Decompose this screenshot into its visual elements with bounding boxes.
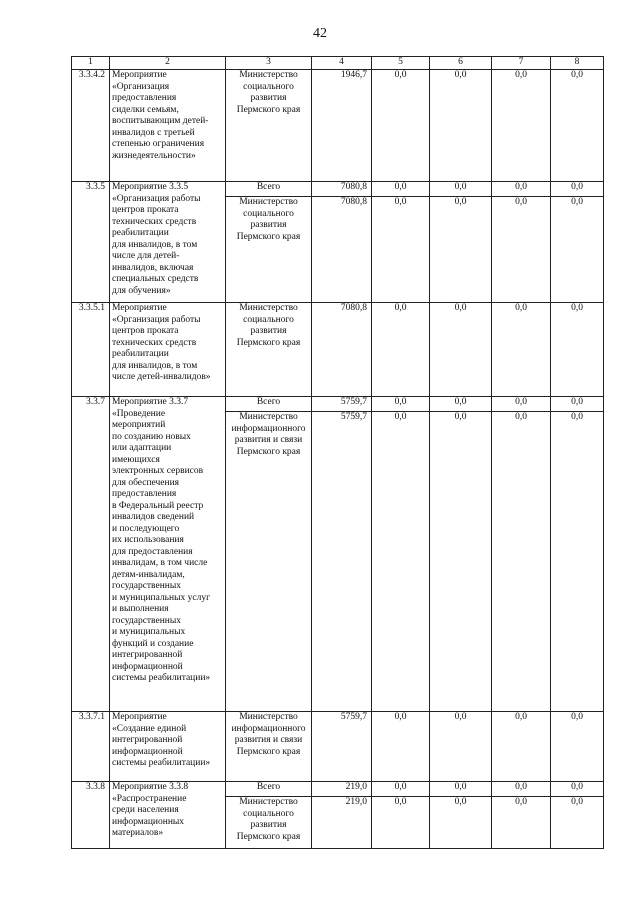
- item-description: Мероприятие «Создание единой интегрированной информационной системы реабилитации»: [110, 712, 226, 782]
- executor-cell: Министерство социального развития Пермского края: [226, 70, 312, 182]
- item-description: Мероприятие 3.3.5 «Организация работы центров проката технических средств реабилитации для инвалидов, в том числе для детей- инвалидов, включая специальных средств для обучения»: [110, 182, 226, 303]
- amount-cell: 0,0: [492, 797, 551, 849]
- item-code: 3.3.5.1: [72, 303, 110, 397]
- amount-cell: 0,0: [551, 397, 604, 412]
- amount-total-cell: 5759,7: [312, 412, 372, 712]
- amount-total-cell: 5759,7: [312, 712, 372, 782]
- header-row: [72, 57, 604, 70]
- column-header: 6: [430, 57, 492, 70]
- column-header: 5: [372, 57, 430, 70]
- amount-cell: 0,0: [430, 412, 492, 712]
- item-description: Мероприятие «Организация предоставления сиделки семьям, воспитывающим детей- инвалидов с третьей степенью ограничения жизнедеятельности»: [110, 70, 226, 182]
- table-row: [72, 782, 604, 797]
- item-code: 3.3.4.2: [72, 70, 110, 182]
- item-code: 3.3.7.1: [72, 712, 110, 782]
- amount-cell: 0,0: [430, 797, 492, 849]
- executor-cell: Всего: [226, 397, 312, 412]
- table-row: [72, 70, 604, 182]
- executor-cell: Всего: [226, 782, 312, 797]
- executor-cell: Министерство информационного развития и связи Пермского края: [226, 712, 312, 782]
- amount-cell: 0,0: [492, 712, 551, 782]
- amount-cell: 0,0: [430, 397, 492, 412]
- amount-cell: 0,0: [430, 782, 492, 797]
- column-header: 1: [72, 57, 110, 70]
- executor-cell: Министерство социального развития Пермского края: [226, 197, 312, 303]
- table-row: [72, 712, 604, 782]
- amount-cell: 0,0: [551, 797, 604, 849]
- amount-cell: 0,0: [551, 712, 604, 782]
- column-header: 8: [551, 57, 604, 70]
- program-table: [71, 56, 604, 849]
- item-description: Мероприятие 3.3.7 «Проведение мероприятий по созданию новых или адаптации имеющихся электронных сервисов для обеспечения предоставления в Федеральный реестр инвалидов сведений и последующего их использования для предоставления инвалидам, в том числе детям-инвалидам, государственных и муниципальных услуг и выполнения государственных и муниципальных функций и создание интегрированной информационной системы реабилитации»: [110, 397, 226, 712]
- executor-cell: Министерство социального развития Пермского края: [226, 797, 312, 849]
- item-code: 3.3.8: [72, 782, 110, 849]
- amount-total-cell: 1946,7: [312, 70, 372, 182]
- amount-cell: 0,0: [372, 797, 430, 849]
- item-description: Мероприятие «Организация работы центров проката технических средств реабилитации для инвалидов, в том числе детей-инвалидов»: [110, 303, 226, 397]
- amount-cell: 0,0: [372, 412, 430, 712]
- amount-total-cell: 219,0: [312, 797, 372, 849]
- executor-cell: Министерство информационного развития и связи Пермского края: [226, 412, 312, 712]
- amount-total-cell: 7080,8: [312, 303, 372, 397]
- amount-cell: 0,0: [430, 197, 492, 303]
- amount-cell: 0,0: [492, 197, 551, 303]
- amount-total-cell: 7080,8: [312, 197, 372, 303]
- column-header: 3: [226, 57, 312, 70]
- amount-cell: 0,0: [492, 303, 551, 397]
- amount-cell: 0,0: [551, 782, 604, 797]
- amount-cell: 0,0: [430, 712, 492, 782]
- column-header: 2: [110, 57, 226, 70]
- amount-cell: 0,0: [551, 182, 604, 197]
- table-row: [72, 182, 604, 197]
- amount-cell: 0,0: [492, 397, 551, 412]
- amount-cell: 0,0: [492, 70, 551, 182]
- table-row: [72, 303, 604, 397]
- amount-cell: 0,0: [372, 197, 430, 303]
- amount-cell: 0,0: [492, 782, 551, 797]
- amount-cell: 0,0: [492, 412, 551, 712]
- amount-total-cell: 5759,7: [312, 397, 372, 412]
- amount-cell: 0,0: [372, 182, 430, 197]
- page-number: 42: [313, 26, 327, 41]
- amount-total-cell: 7080,8: [312, 182, 372, 197]
- amount-cell: 0,0: [372, 782, 430, 797]
- item-code: 3.3.7: [72, 397, 110, 712]
- amount-cell: 0,0: [551, 303, 604, 397]
- amount-cell: 0,0: [372, 303, 430, 397]
- amount-cell: 0,0: [372, 397, 430, 412]
- executor-cell: Всего: [226, 182, 312, 197]
- amount-cell: 0,0: [551, 197, 604, 303]
- amount-cell: 0,0: [430, 70, 492, 182]
- item-code: 3.3.5: [72, 182, 110, 303]
- table-row: [72, 397, 604, 412]
- executor-cell: Министерство социального развития Пермского края: [226, 303, 312, 397]
- amount-cell: 0,0: [372, 70, 430, 182]
- amount-cell: 0,0: [492, 182, 551, 197]
- amount-cell: 0,0: [430, 303, 492, 397]
- amount-cell: 0,0: [551, 70, 604, 182]
- amount-total-cell: 219,0: [312, 782, 372, 797]
- column-header: 7: [492, 57, 551, 70]
- amount-cell: 0,0: [551, 412, 604, 712]
- amount-cell: 0,0: [372, 712, 430, 782]
- amount-cell: 0,0: [430, 182, 492, 197]
- column-header: 4: [312, 57, 372, 70]
- item-description: Мероприятие 3.3.8 «Распространение среди населения информационных материалов»: [110, 782, 226, 849]
